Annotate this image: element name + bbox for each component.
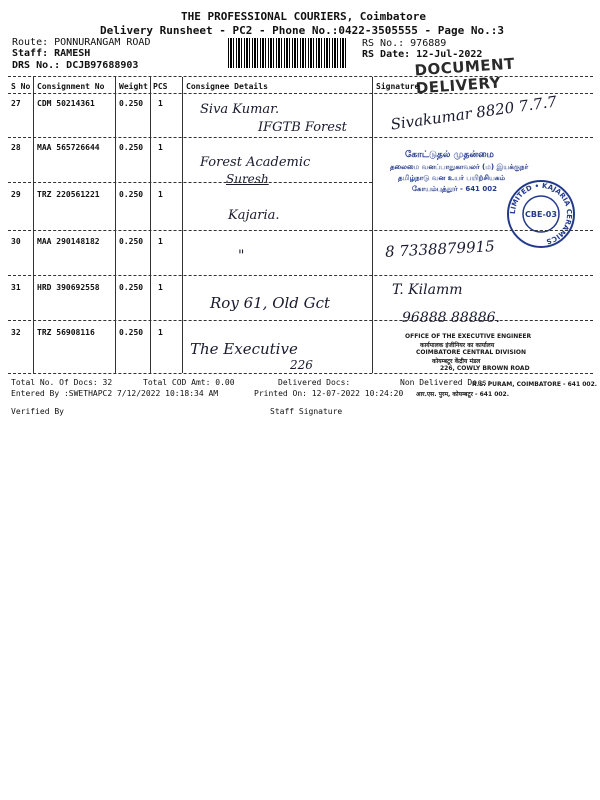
- rs-date: RS Date: 12-Jul-2022: [362, 49, 483, 60]
- tamil-stamp-line: தலைமை வனப்பாதுகாவலர் (ம) இயக்குநர்: [390, 163, 529, 171]
- row-weight: 0.250: [119, 190, 144, 199]
- row-consignee-line: Forest Academic: [200, 155, 311, 170]
- row-weight: 0.250: [119, 328, 144, 337]
- staff-label: Staff: RAMESH: [12, 48, 91, 59]
- row-pcs: 1: [158, 190, 163, 199]
- row-divider: [8, 230, 593, 231]
- office-stamp-line: कार्यपालक इंजीनियर का कार्यालय: [420, 342, 495, 349]
- row-pcs: 1: [158, 99, 163, 108]
- row-consignee-line: Kajaria.: [228, 208, 280, 223]
- entered-by: Entered By :SWETHAPC2 7/12/2022 10:18:34 AM: [11, 389, 219, 398]
- col-weight: Weight: [119, 82, 148, 91]
- col-pcs: PCS: [153, 82, 168, 91]
- kajaria-center-text: CBE-03: [525, 210, 557, 219]
- row-sno: 29: [11, 190, 21, 199]
- col-divider: [150, 77, 151, 373]
- office-stamp-line: R.S. PURAM, COIMBATORE - 641 002.: [472, 381, 598, 388]
- row-divider: [8, 320, 593, 321]
- row-signature: Sivakumar 8820 7.7.7: [389, 92, 558, 134]
- office-stamp-line: 226, COWLY BROWN ROAD: [440, 365, 530, 372]
- table-header-rule: [8, 93, 593, 94]
- office-stamp-line: OFFICE OF THE EXECUTIVE ENGINEER: [405, 333, 532, 340]
- row-signature: 96888 88886.: [402, 310, 500, 326]
- col-divider: [182, 77, 183, 373]
- table-bottom-rule: [8, 373, 593, 374]
- col-divider: [372, 77, 373, 373]
- col-signature: Signature: [376, 82, 420, 91]
- barcode-image: [228, 38, 348, 68]
- row-divider: [8, 182, 372, 183]
- row-signature: T. Kilamm: [392, 282, 463, 298]
- row-consignment: HRD 390692558: [37, 283, 100, 292]
- col-divider: [33, 77, 34, 373]
- runsheet-title: Delivery Runsheet - PC2 - Phone No.:0422-3505555 - Page No.:3: [100, 24, 504, 37]
- tamil-stamp-line: கோயம்புத்தூர் - 641 002: [412, 185, 497, 193]
- document-delivery-stamp: DOCUMENT DELIVERY: [413, 54, 516, 98]
- row-consignee-line: Siva Kumar.: [200, 102, 280, 117]
- col-consignment: Consignment No: [37, 82, 105, 91]
- office-stamp-line: COIMBATORE CENTRAL DIVISION: [416, 349, 527, 356]
- row-divider: [8, 137, 593, 138]
- row-sno: 31: [11, 283, 21, 292]
- row-weight: 0.250: [119, 283, 144, 292]
- row-sno: 30: [11, 237, 21, 246]
- row-signature: 8 7338879915: [384, 237, 496, 261]
- row-consignee-line: Roy 61, Old Gct: [210, 294, 331, 312]
- table-top-rule: [8, 76, 593, 77]
- printed-on: Printed On: 12-07-2022 10:24:20: [254, 389, 404, 398]
- col-sno: S No: [11, 82, 31, 91]
- row-consignment: CDM 50214361: [37, 99, 95, 108]
- kajaria-stamp: [505, 178, 577, 250]
- total-cod: Total COD Amt: 0.00: [143, 378, 235, 387]
- kajaria-ring-text: LIMITED • KAJARIA CERAMICS: [508, 181, 574, 246]
- delivered-docs: Delivered Docs:: [278, 378, 351, 387]
- row-pcs: 1: [158, 283, 163, 292]
- row-consignment: TRZ 220561221: [37, 190, 100, 199]
- col-divider: [115, 77, 116, 373]
- verified-by: Verified By: [11, 407, 64, 416]
- row-pcs: 1: [158, 237, 163, 246]
- row-consignee-line: IFGTB Forest: [258, 120, 347, 135]
- row-consignee-line: Suresh: [226, 172, 269, 186]
- route-label: Route: PONNURANGAM ROAD: [12, 37, 151, 48]
- row-consignment: TRZ 56908116: [37, 328, 95, 337]
- non-delivered-docs: Non Delivered Docs:: [400, 378, 492, 387]
- rs-number: RS No.: 976889: [362, 38, 447, 49]
- row-consignee-line: ": [238, 248, 245, 264]
- office-stamp-line: आर.एस. पुरम, कोयम्बटूर - 641 002.: [416, 391, 510, 398]
- row-consignment: MAA 290148182: [37, 237, 100, 246]
- col-consignee: Consignee Details: [186, 82, 268, 91]
- row-sno: 32: [11, 328, 21, 337]
- company-name: THE PROFESSIONAL COURIERS, Coimbatore: [181, 10, 427, 23]
- drs-number: DRS No.: DCJB97688903: [12, 60, 139, 71]
- row-weight: 0.250: [119, 143, 144, 152]
- row-pcs: 1: [158, 143, 163, 152]
- row-divider: [8, 275, 593, 276]
- row-consignee-line: 226: [290, 358, 313, 372]
- row-weight: 0.250: [119, 99, 144, 108]
- row-consignee-line: The Executive: [190, 340, 298, 358]
- total-docs: Total No. Of Docs: 32: [11, 378, 113, 387]
- row-consignment: MAA 565726644: [37, 143, 100, 152]
- staff-signature-label: Staff Signature: [270, 407, 343, 416]
- row-sno: 27: [11, 99, 21, 108]
- row-weight: 0.250: [119, 237, 144, 246]
- office-stamp-line: कोयम्बटूर केंद्रीय मंडल: [432, 358, 481, 365]
- row-pcs: 1: [158, 328, 163, 337]
- row-signature: கோட்டுதல் முதன்மை: [405, 150, 494, 160]
- row-sno: 28: [11, 143, 21, 152]
- tamil-stamp-line: தமிழ்நாடு வன உயர் பயிற்சியகம்: [398, 174, 506, 182]
